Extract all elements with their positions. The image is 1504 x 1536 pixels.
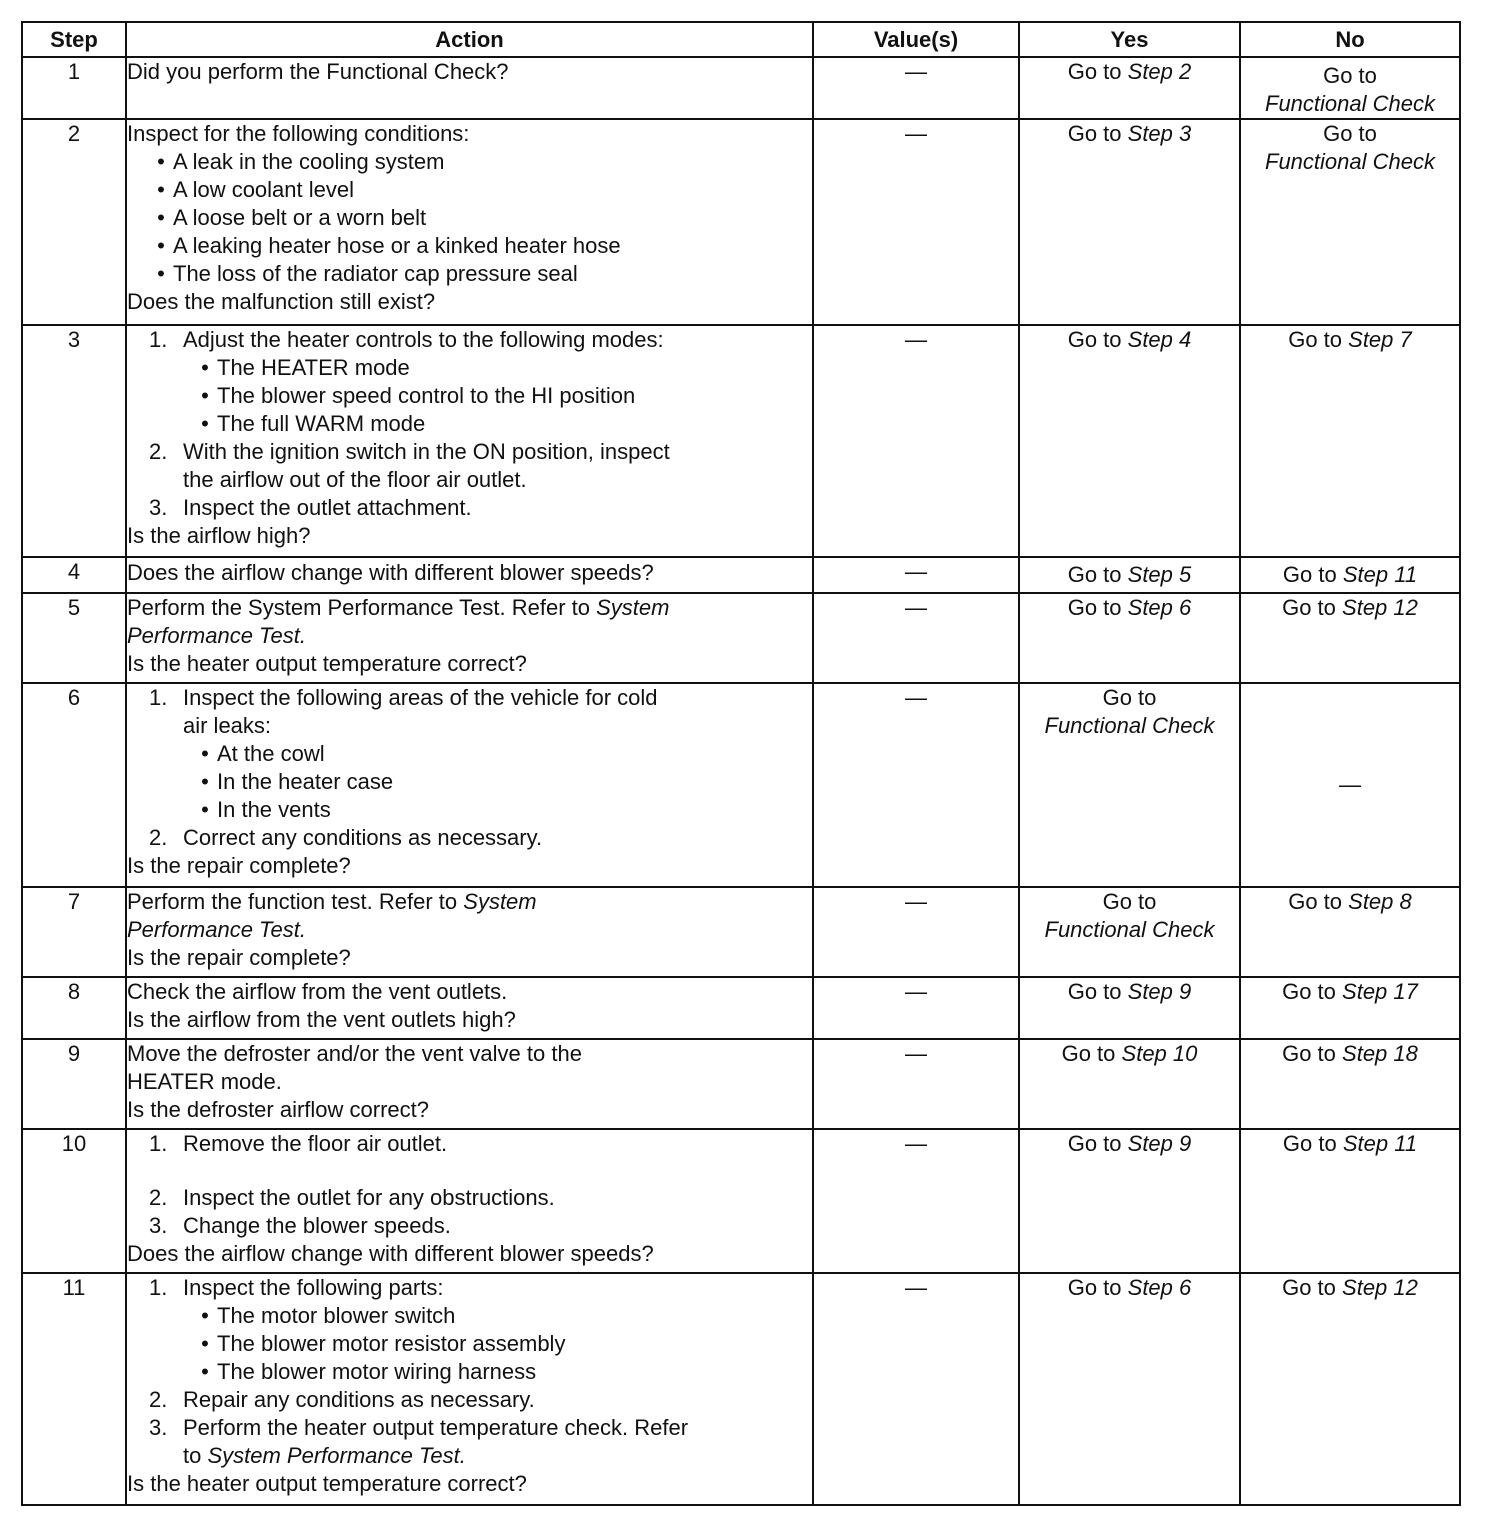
no-cell: Go to Step 7 xyxy=(1240,325,1460,557)
step-number: 10 xyxy=(22,1129,126,1273)
bullet-item: • In the vents xyxy=(127,796,812,824)
action-cell xyxy=(126,683,813,887)
step-number: 8 xyxy=(22,977,126,1039)
bullet-item: • A loose belt or a worn belt xyxy=(127,204,812,232)
diagnostic-table xyxy=(21,21,1461,1506)
value-cell: — xyxy=(813,977,1019,1039)
header-row xyxy=(22,22,1460,57)
action-cell xyxy=(126,1039,813,1129)
numbered-item-cont: the airflow out of the floor air outlet. xyxy=(183,467,527,492)
bullet-item: • The blower motor wiring harness xyxy=(127,1358,812,1386)
question: Is the repair complete? xyxy=(127,853,351,878)
table-row xyxy=(22,119,1460,325)
action-cell xyxy=(126,1273,813,1505)
bullet-item: • The loss of the radiator cap pressure seal xyxy=(127,260,812,288)
action-cell xyxy=(126,119,813,325)
action-line: Perform the System Performance Test. Refer to System xyxy=(127,595,670,620)
action-line: Check the airflow from the vent outlets. xyxy=(127,979,508,1004)
yes-cell: Go to Step 5 xyxy=(1019,557,1240,593)
table-row xyxy=(22,57,1460,119)
step-number: 5 xyxy=(22,593,126,683)
yes-cell: Go to Step 6 xyxy=(1019,593,1240,683)
value-cell: — xyxy=(813,557,1019,593)
numbered-item: 2. Repair any conditions as necessary. xyxy=(149,1387,535,1412)
value-cell: — xyxy=(813,1039,1019,1129)
bullet-item: • A leak in the cooling system xyxy=(127,148,812,176)
numbered-item: 3. Change the blower speeds. xyxy=(149,1213,451,1238)
table-row xyxy=(22,1273,1460,1505)
table-row xyxy=(22,593,1460,683)
value-cell: — xyxy=(813,57,1019,119)
question: Does the airflow change with different blower speeds? xyxy=(127,1241,654,1266)
step-number: 6 xyxy=(22,683,126,887)
value-cell: — xyxy=(813,119,1019,325)
value-cell: — xyxy=(813,1273,1019,1505)
bullet-item: • The blower motor resistor assembly xyxy=(127,1330,812,1358)
action-cell xyxy=(126,887,813,977)
yes-cell: Go to Step 10 xyxy=(1019,1039,1240,1129)
step-number: 3 xyxy=(22,325,126,557)
numbered-item: 2. Correct any conditions as necessary. xyxy=(149,825,543,850)
no-cell: Go to Functional Check xyxy=(1240,57,1460,119)
question: Is the airflow high? xyxy=(127,523,311,548)
numbered-item: 2. Inspect the outlet for any obstructions. xyxy=(149,1185,555,1210)
question: Is the heater output temperature correct? xyxy=(127,1471,527,1496)
action-cell xyxy=(126,977,813,1039)
no-cell: — xyxy=(1240,683,1460,887)
table-row xyxy=(22,325,1460,557)
no-cell: Go to Functional Check xyxy=(1240,119,1460,325)
table-row xyxy=(22,557,1460,593)
bullet-item: • The full WARM mode xyxy=(127,410,812,438)
action-cell xyxy=(126,557,813,593)
value-cell: — xyxy=(813,325,1019,557)
yes-cell: Go to Step 6 xyxy=(1019,1273,1240,1505)
numbered-item: 1. Inspect the following areas of the vehicle for cold xyxy=(149,685,658,710)
bullet-item: • In the heater case xyxy=(127,768,812,796)
yes-cell: Go to Functional Check xyxy=(1019,683,1240,887)
action-cell xyxy=(126,325,813,557)
action-line: Perform the function test. Refer to System xyxy=(127,889,537,914)
step-number: 7 xyxy=(22,887,126,977)
action-cell xyxy=(126,1129,813,1273)
yes-cell: Go to Step 9 xyxy=(1019,977,1240,1039)
yes-cell: Go to Step 4 xyxy=(1019,325,1240,557)
table-row xyxy=(22,1129,1460,1273)
header-action: Action xyxy=(126,22,813,57)
yes-cell: Go to Step 3 xyxy=(1019,119,1240,325)
step-number: 11 xyxy=(22,1273,126,1505)
value-cell: — xyxy=(813,887,1019,977)
no-cell: Go to Step 12 xyxy=(1240,593,1460,683)
bullet-item: • At the cowl xyxy=(127,740,812,768)
action-cell xyxy=(126,57,813,119)
header-value: Value(s) xyxy=(813,22,1019,57)
table-row xyxy=(22,683,1460,887)
no-cell: Go to Step 17 xyxy=(1240,977,1460,1039)
question: Is the repair complete? xyxy=(127,945,351,970)
table-row xyxy=(22,977,1460,1039)
yes-cell: Go to Step 2 xyxy=(1019,57,1240,119)
step-number: 1 xyxy=(22,57,126,119)
value-cell: — xyxy=(813,593,1019,683)
numbered-item: 3. Perform the heater output temperature check. Refer xyxy=(149,1415,689,1440)
no-cell: Go to Step 18 xyxy=(1240,1039,1460,1129)
no-cell: Go to Step 12 xyxy=(1240,1273,1460,1505)
action-cell xyxy=(126,593,813,683)
table-row xyxy=(22,887,1460,977)
action-line: Did you perform the Functional Check? xyxy=(127,59,509,84)
question: Does the malfunction still exist? xyxy=(127,289,436,314)
action-line: Inspect for the following conditions: xyxy=(127,121,470,146)
table-row xyxy=(22,1039,1460,1129)
action-line: Move the defroster and/or the vent valve to the xyxy=(127,1041,582,1066)
question: Is the heater output temperature correct? xyxy=(127,651,527,676)
spacer xyxy=(127,1158,812,1184)
numbered-item: 1. Remove the floor air outlet. xyxy=(149,1131,448,1156)
header-yes: Yes xyxy=(1019,22,1240,57)
yes-cell: Go to Functional Check xyxy=(1019,887,1240,977)
numbered-item-cont: to System Performance Test. xyxy=(183,1443,466,1468)
question: Is the airflow from the vent outlets high? xyxy=(127,1007,516,1032)
no-cell: Go to Step 11 xyxy=(1240,1129,1460,1273)
numbered-item: 1. Inspect the following parts: xyxy=(149,1275,444,1300)
bullet-item: • The blower speed control to the HI position xyxy=(127,382,812,410)
step-number: 2 xyxy=(22,119,126,325)
numbered-item: 1. Adjust the heater controls to the following modes: xyxy=(149,327,664,352)
header-step: Step xyxy=(22,22,126,57)
no-cell: Go to Step 8 xyxy=(1240,887,1460,977)
numbered-item: 3. Inspect the outlet attachment. xyxy=(149,495,472,520)
action-line: HEATER mode. xyxy=(127,1069,282,1094)
numbered-item: 2. With the ignition switch in the ON position, inspect xyxy=(149,439,670,464)
numbered-item-cont: air leaks: xyxy=(183,713,272,738)
action-line: Performance Test. xyxy=(127,917,306,942)
bullet-item: • The motor blower switch xyxy=(127,1302,812,1330)
value-cell: — xyxy=(813,683,1019,887)
bullet-item: • The HEATER mode xyxy=(127,354,812,382)
bullet-item: • A low coolant level xyxy=(127,176,812,204)
question: Does the airflow change with different blower speeds? xyxy=(127,560,654,585)
action-line: Performance Test. xyxy=(127,623,306,648)
bullet-item: • A leaking heater hose or a kinked heater hose xyxy=(127,232,812,260)
header-no: No xyxy=(1240,22,1460,57)
step-number: 9 xyxy=(22,1039,126,1129)
value-cell: — xyxy=(813,1129,1019,1273)
yes-cell: Go to Step 9 xyxy=(1019,1129,1240,1273)
step-number: 4 xyxy=(22,557,126,593)
no-cell: Go to Step 11 xyxy=(1240,557,1460,593)
question: Is the defroster airflow correct? xyxy=(127,1097,430,1122)
